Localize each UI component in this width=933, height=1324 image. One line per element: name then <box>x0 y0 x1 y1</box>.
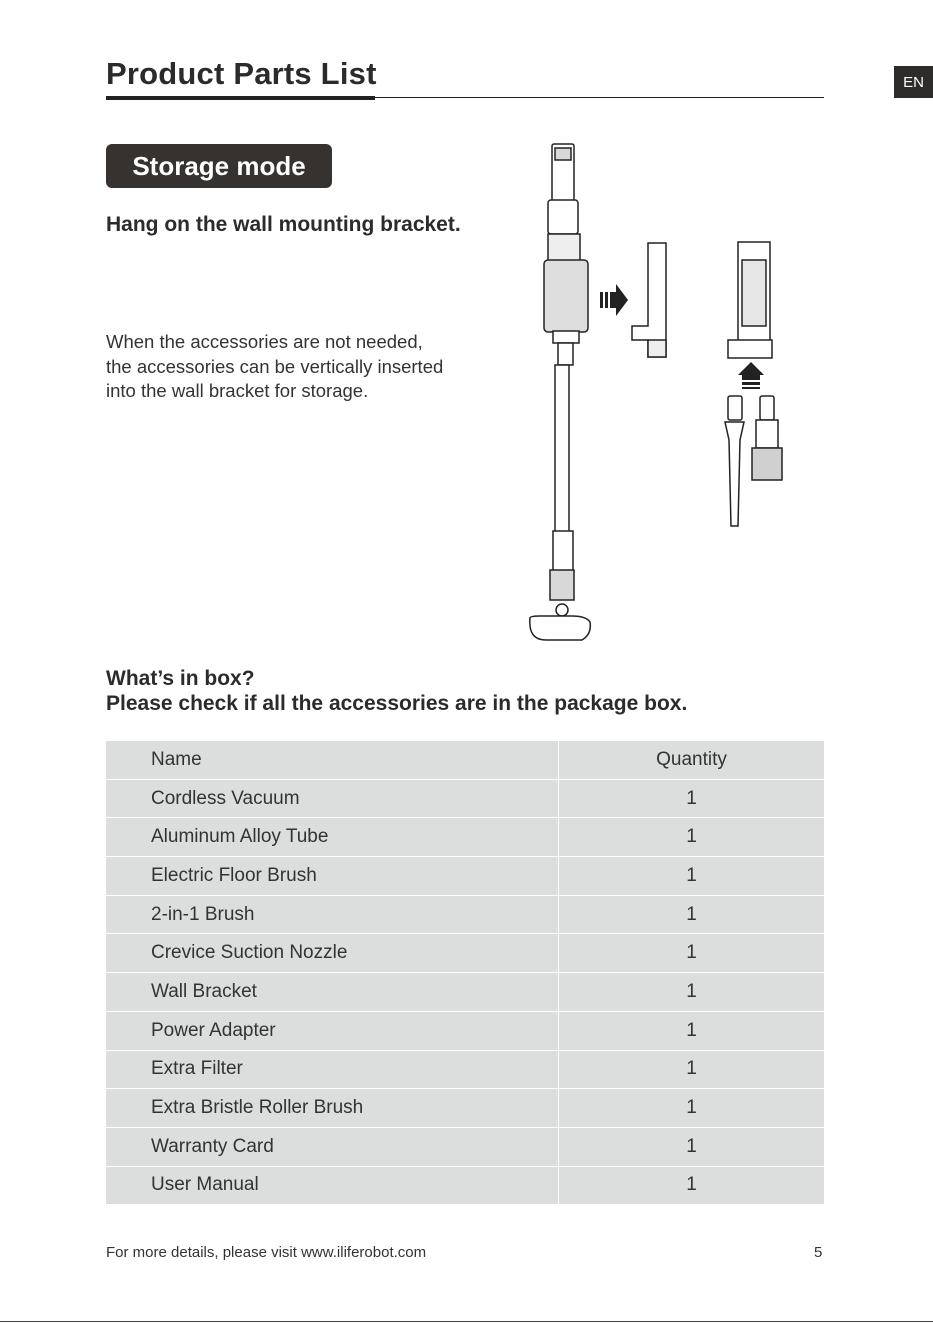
header-quantity: Quantity <box>559 741 825 779</box>
part-name: Crevice Suction Nozzle <box>106 934 559 973</box>
header-name: Name <box>106 741 559 779</box>
part-quantity: 1 <box>559 857 825 896</box>
table-row <box>106 1166 824 1205</box>
page-number: 5 <box>814 1244 823 1261</box>
table-row <box>106 895 824 934</box>
storage-illustration <box>520 140 810 650</box>
table-row <box>106 1011 824 1050</box>
part-quantity: 1 <box>559 779 825 818</box>
wall-bracket-front-icon <box>728 242 772 358</box>
arrow-right-icon <box>600 284 628 316</box>
title-underline <box>106 96 375 100</box>
page-title: Product Parts List <box>106 56 377 91</box>
part-quantity: 1 <box>559 973 825 1012</box>
parts-table <box>106 741 824 1205</box>
table-row <box>106 779 824 818</box>
part-name: Extra Bristle Roller Brush <box>106 1089 559 1128</box>
part-name: 2-in-1 Brush <box>106 895 559 934</box>
table-row <box>106 934 824 973</box>
part-quantity: 1 <box>559 934 825 973</box>
wall-bracket-side-icon <box>632 243 666 357</box>
table-row <box>106 1089 824 1128</box>
storage-mode-badge: Storage mode <box>106 144 332 188</box>
table-row <box>106 1127 824 1166</box>
description-line: When the accessories are not needed, <box>106 331 423 352</box>
part-quantity: 1 <box>559 1011 825 1050</box>
part-name: Extra Filter <box>106 1050 559 1089</box>
part-quantity: 1 <box>559 818 825 857</box>
brush-icon <box>752 396 782 480</box>
part-quantity: 1 <box>559 1127 825 1166</box>
storage-description <box>106 330 506 404</box>
part-name: User Manual <box>106 1166 559 1205</box>
page-bottom-divider <box>0 1321 933 1322</box>
arrow-up-icon <box>738 362 764 389</box>
part-name: Warranty Card <box>106 1127 559 1166</box>
part-name: Cordless Vacuum <box>106 779 559 818</box>
box-heading-line: Please check if all the accessories are in the package box. <box>106 692 688 715</box>
storage-subheading: Hang on the wall mounting bracket. <box>106 213 461 236</box>
part-quantity: 1 <box>559 895 825 934</box>
box-heading <box>106 666 687 716</box>
part-quantity: 1 <box>559 1166 825 1205</box>
part-name: Electric Floor Brush <box>106 857 559 896</box>
part-name: Wall Bracket <box>106 973 559 1012</box>
crevice-nozzle-icon <box>725 396 744 526</box>
box-heading-line: What’s in box? <box>106 667 255 690</box>
footer-website-text: For more details, please visit www.iliferobot.com <box>106 1244 427 1261</box>
table-row <box>106 1050 824 1089</box>
language-badge: EN <box>894 66 933 98</box>
vacuum-icon <box>530 144 591 640</box>
table-row <box>106 818 824 857</box>
table-row <box>106 973 824 1012</box>
part-quantity: 1 <box>559 1089 825 1128</box>
part-name: Power Adapter <box>106 1011 559 1050</box>
description-line: into the wall bracket for storage. <box>106 380 369 401</box>
table-row <box>106 857 824 896</box>
table-header-row <box>106 741 824 779</box>
part-name: Aluminum Alloy Tube <box>106 818 559 857</box>
description-line: the accessories can be vertically inserted <box>106 355 444 377</box>
part-quantity: 1 <box>559 1050 825 1089</box>
